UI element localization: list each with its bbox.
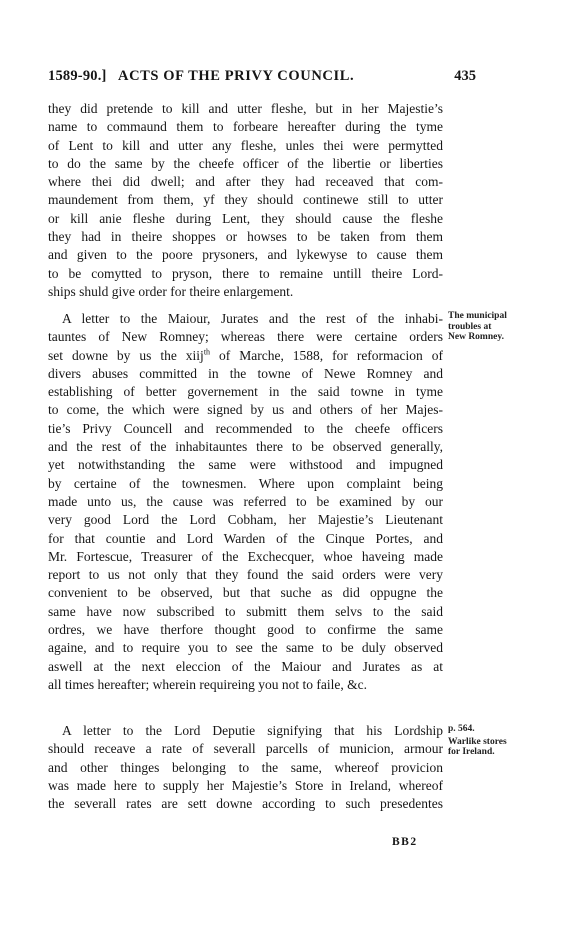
header-page-number: 435: [454, 68, 476, 84]
text-line: establishing of better governement in the said towne in tyme: [48, 384, 443, 400]
page-header: [48, 68, 476, 92]
text-line: all times hereafter; wherein requireing you not to faile, &c.: [48, 676, 368, 692]
ordinal-suffix: th: [203, 347, 211, 357]
header-title: ACTS OF THE PRIVY COUNCIL.: [118, 68, 355, 84]
text-line: yet notwithstanding the same were withstood and impugned: [48, 457, 443, 473]
text-line: for that countie and Lord Warden of the Cinque Portes, and: [48, 530, 443, 546]
text-line: and other thinges belonging to the same, whereof provicion: [48, 759, 443, 775]
margin-note-line: troubles at: [448, 321, 492, 332]
text-fragment: of Marche, 1588, for reformacion of: [210, 347, 443, 363]
text-line: ordres, we have therfore thought good to confirme the same: [48, 622, 443, 638]
text-line: same have now subscribed to submitt them selvs to the said: [48, 603, 443, 619]
text-line: name to commaund them to forbeare hereafter during the tyme: [48, 119, 443, 135]
text-fragment: set downe by us the xiij: [48, 347, 204, 363]
text-line: where thei did dwell; and after they had receaved that com-: [48, 174, 443, 190]
text-line: to do the same by the cheefe officer of the libertie or liberties: [48, 155, 443, 171]
text-line: to come, the which were signed by us and others of her Majes-: [48, 402, 443, 418]
text-line: againe, and to require you to see the same to be duly observed: [48, 640, 443, 656]
text-line: should receave a rate of severall parcells of municion, armour: [48, 741, 443, 757]
paragraph-continuation: [48, 100, 443, 301]
margin-note-line: New Romney.: [448, 332, 504, 342]
text-line: the severall rates are sett downe according to such presedentes: [48, 796, 443, 812]
text-line: convenient to be observed, but that suche as did oppugne the: [48, 585, 443, 601]
text-line: Mr. Fortescue, Treasurer of the Exchecquer, whoe haveing made: [48, 548, 443, 564]
text-line: they had in theire shoppes or howses to be taken from them: [48, 229, 443, 245]
margin-note-new-romney: [448, 311, 558, 343]
text-line: made unto us, the cause was referred to be examined by our: [48, 493, 443, 509]
text-line: maundement from them, yf they should continewe still to utter: [48, 192, 443, 208]
text-line: tie’s Privy Councell and recommended to the cheefe officers: [48, 420, 443, 436]
text-line: ships shuld give order for theire enlargement.: [48, 283, 294, 299]
text-line: [48, 347, 443, 365]
paragraph-new-romney: [48, 310, 443, 694]
margin-note-line: The municipal: [448, 311, 507, 321]
margin-note-line: Warlike stores: [448, 736, 507, 747]
text-line: A letter to the Lord Deputie signifying that his Lordship: [62, 723, 443, 738]
text-line: and given to the poore prysoners, and lykewyse to cause them: [48, 247, 443, 263]
paragraph-ireland-stores: [48, 722, 443, 813]
text-line: by certaine of the townesmen. Where upon complaint being: [48, 475, 443, 491]
text-line: very good Lord the Lord Cobham, her Majestie’s Lieutenant: [48, 512, 443, 528]
margin-note-page-ref: p. 564.: [448, 724, 475, 734]
header-year: 1589-90.]: [48, 68, 107, 84]
text-line: aswell at the next eleccion of the Maiour and Jurates as at: [48, 658, 443, 674]
text-line: A letter to the Maiour, Jurates and the rest of the inhabi-: [62, 311, 443, 326]
text-line: report to us not only that they found the said orders were very: [48, 567, 443, 583]
text-line: to be comytted to pryson, there to remaine untill theire Lord-: [48, 265, 443, 281]
text-line: and the rest of the inhabitauntes there to be observed generally,: [48, 439, 443, 455]
text-line: of Lent to kill and utter any fleshe, unles thei were permytted: [48, 137, 443, 153]
margin-note-ireland: [448, 724, 558, 758]
margin-note-line: for Ireland.: [448, 747, 495, 757]
text-line: or kill anie fleshe during Lent, they should cause the fleshe: [48, 210, 443, 226]
text-line: tauntes of New Romney; whereas there were certaine orders: [48, 329, 443, 345]
signature-mark: BB2: [392, 836, 418, 848]
text-line: was made here to supply her Majestie’s Store in Ireland, whereof: [48, 777, 443, 793]
text-line: divers abuses committed in the towne of Newe Romney and: [48, 365, 443, 381]
text-line: they did pretende to kill and utter fleshe, but in her Majestie’s: [48, 101, 443, 116]
